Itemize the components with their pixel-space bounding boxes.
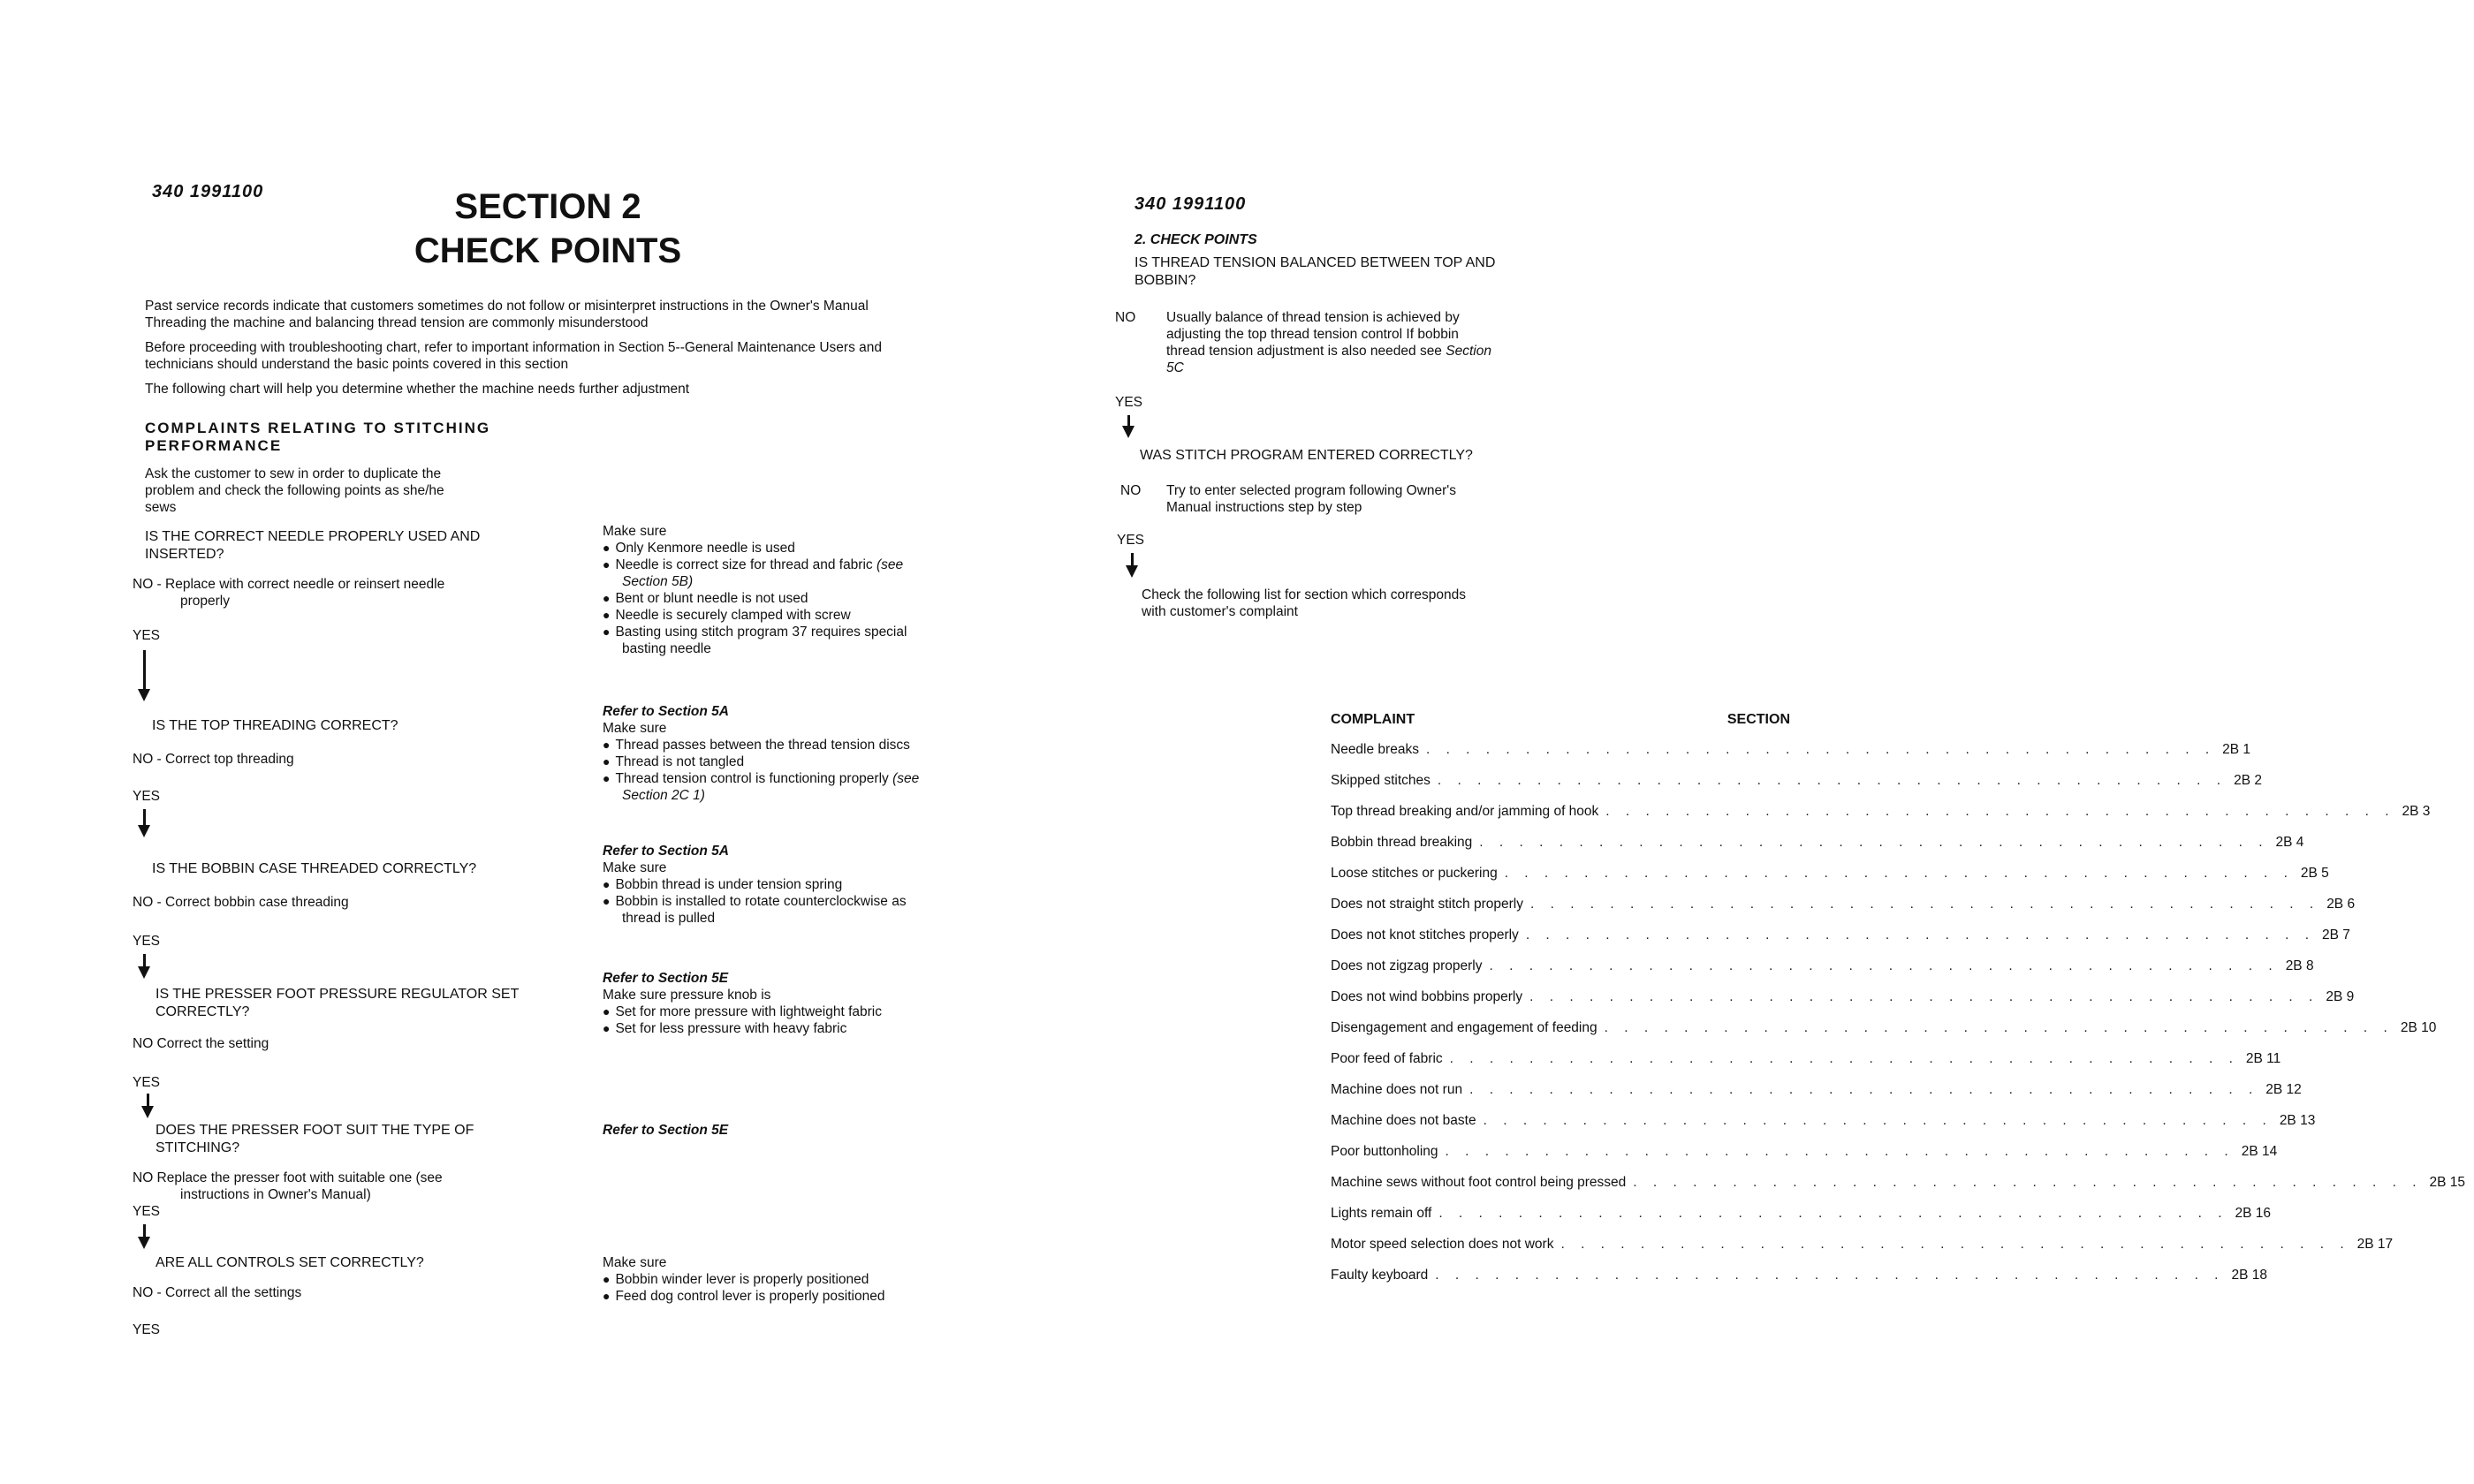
check-2-bullet-3: ● Thread tension control is functioning properly (see: [603, 770, 974, 787]
right-page-code: 340 1991100: [1135, 194, 1247, 214]
yes-label-3: YES: [133, 934, 161, 949]
check-6-no: NO - Correct all the settings: [133, 1285, 302, 1300]
check-3-details: [603, 843, 974, 927]
check-4-question-line-2: CORRECTLY?: [156, 1004, 250, 1019]
section-ref: 2B 15: [2429, 1175, 2466, 1190]
complaint-name: Lights remain off: [1331, 1206, 1432, 1221]
check-1-no: [133, 576, 444, 610]
check-2-ref: Refer to Section 5A: [603, 704, 729, 719]
leader-dots: . . . . . . . . . . . . . . . . . . . . . . . . . . . . . . . . . . . . . . . .: [1529, 989, 2319, 1004]
check-5-no: [133, 1170, 443, 1203]
complaint-row: [1331, 1268, 2268, 1298]
check-6-question: ARE ALL CONTROLS SET CORRECTLY?: [156, 1255, 424, 1270]
intro-para-3: The following chart will help you determine whether the machine needs further adjustment: [145, 382, 690, 397]
right-no-2-line-1: Try to enter selected program following Owner's: [1166, 483, 1457, 498]
section-ref: 2B 6: [2326, 897, 2356, 912]
complaint-row: [1331, 928, 2350, 958]
check-3-bullet-2-cont: thread is pulled: [622, 911, 716, 926]
section-title: SECTION 2: [454, 187, 641, 226]
section-ref: 2B 2: [2234, 773, 2262, 788]
complaint-row: [1331, 1051, 2281, 1082]
check-6-bullet-1: ● Bobbin winder lever is properly positioned: [603, 1271, 974, 1288]
check-3-make-sure: Make sure: [603, 860, 667, 875]
ask-text: [145, 466, 444, 516]
section-ref: 2B 17: [2356, 1237, 2394, 1252]
right-no-1-text: [1166, 309, 1520, 376]
right-check-text: [1142, 587, 1466, 620]
right-question-2: WAS STITCH PROGRAM ENTERED CORRECTLY?: [1140, 448, 1473, 463]
leader-dots: . . . . . . . . . . . . . . . . . . . . . . . . . . . . . . . . . . . . . . . .: [1437, 773, 2227, 788]
leader-dots: . . . . . . . . . . . . . . . . . . . . . . . . . . . . . . . . . . . . . . . .: [1469, 1082, 2259, 1097]
flow-arrowhead-3: [138, 966, 150, 979]
right-no-2-line-2: Manual instructions step by step: [1166, 500, 1362, 515]
check-2-make-sure: Make sure: [603, 721, 667, 736]
check-1-no-line-2: properly: [180, 594, 230, 609]
section-ref: 2B 3: [2402, 804, 2431, 819]
check-6-bullet-2: ● Feed dog control lever is properly positioned: [603, 1288, 974, 1305]
check-1-question-line-2: INSERTED?: [145, 547, 224, 562]
complaint-row: [1331, 835, 2304, 866]
complaint-row: [1331, 897, 2356, 928]
leader-dots: . . . . . . . . . . . . . . . . . . . . . . . . . . . . . . . . . . . . . . . .: [1438, 1206, 2228, 1221]
yes-label-4: YES: [133, 1075, 161, 1090]
complaint-name: Machine sews without foot control being pressed: [1331, 1175, 1627, 1190]
check-4-bullet-2: ● Set for less pressure with heavy fabric: [603, 1020, 974, 1037]
check-4-details: [603, 970, 974, 1037]
check-1-bullet-3: ● Bent or blunt needle is not used: [603, 590, 974, 607]
check-1-bullet-5: ● Basting using stitch program 37 requires special: [603, 624, 974, 640]
complaint-name: Disengagement and engagement of feeding: [1331, 1020, 1597, 1035]
check-3-bullet-2: ● Bobbin is installed to rotate counterclockwise as: [603, 893, 974, 910]
leader-dots: . . . . . . . . . . . . . . . . . . . . . . . . . . . . . . . . . . . . . . . .: [1504, 866, 2294, 881]
check-1-bullet-2: ● Needle is correct size for thread and fabric (see: [603, 556, 974, 573]
check-6-details: [603, 1254, 974, 1305]
complaint-row: [1331, 1175, 2466, 1206]
complaint-name: Loose stitches or puckering: [1331, 866, 1498, 881]
complaint-name: Does not wind bobbins properly: [1331, 989, 1523, 1004]
complaint-row: [1331, 804, 2431, 835]
check-4-no: NO Correct the setting: [133, 1036, 269, 1051]
check-1-bullet-5-cont: basting needle: [622, 641, 711, 656]
check-1-bullet-2-ref: Section 5B): [622, 574, 694, 589]
check-2-bullet-1: ● Thread passes between the thread tension discs: [603, 737, 974, 753]
right-no-1-line-3: thread tension adjustment is also needed see Section: [1166, 344, 1491, 359]
complaint-name: Does not knot stitches properly: [1331, 928, 1519, 943]
check-2-no: NO - Correct top threading: [133, 752, 294, 767]
complaint-name: Bobbin thread breaking: [1331, 835, 1473, 850]
right-question-1-line-1: IS THREAD TENSION BALANCED BETWEEN TOP AND: [1135, 255, 1496, 270]
check-5-question: [156, 1122, 474, 1157]
right-flow-arrowhead-1: [1122, 426, 1135, 438]
flow-arrowhead-2: [138, 825, 150, 837]
complaint-row: [1331, 958, 2314, 989]
section-ref: 2B 18: [2231, 1268, 2268, 1283]
right-no-2-label: NO: [1120, 483, 1142, 498]
check-2-details: [603, 703, 974, 804]
leader-dots: . . . . . . . . . . . . . . . . . . . . . . . . . . . . . . . . . . . . . . . .: [1525, 928, 2316, 943]
check-1-make-sure: Make sure: [603, 524, 667, 539]
flow-arrow-1: [143, 650, 146, 691]
section-ref: 2B 9: [2326, 989, 2355, 1004]
check-5-no-line-1: NO Replace the presser foot with suitable one (see: [133, 1170, 443, 1185]
leader-dots: . . . . . . . . . . . . . . . . . . . . . . . . . . . . . . . . . . . . . . . .: [1425, 742, 2216, 757]
section-col-header: SECTION: [1726, 712, 1790, 727]
complaint-name: Does not zigzag properly: [1331, 958, 1483, 973]
right-subsection-title: 2. CHECK POINTS: [1135, 232, 1257, 247]
right-question-1: [1135, 254, 1495, 290]
complaint-name: Skipped stitches: [1331, 773, 1431, 788]
complaint-name: Machine does not baste: [1331, 1113, 1476, 1128]
check-4-ref: Refer to Section 5E: [603, 971, 729, 986]
yes-label-1: YES: [133, 628, 161, 643]
leader-dots: . . . . . . . . . . . . . . . . . . . . . . . . . . . . . . . . . . . . . . . .: [1633, 1175, 2423, 1190]
section-ref: 2B 8: [2285, 958, 2314, 973]
right-check-line-1: Check the following list for section which corresponds: [1142, 587, 1467, 602]
section-ref: 2B 4: [2275, 835, 2304, 850]
section-ref: 2B 14: [2241, 1144, 2278, 1159]
check-3-question: IS THE BOBBIN CASE THREADED CORRECTLY?: [152, 861, 477, 876]
check-4-question: [156, 986, 519, 1021]
check-1-bullet-1: ● Only Kenmore needle is used: [603, 540, 974, 556]
check-3-ref: Refer to Section 5A: [603, 844, 729, 859]
leader-dots: . . . . . . . . . . . . . . . . . . . . . . . . . . . . . . . . . . . . . . . .: [1489, 958, 2279, 973]
complaint-name: Needle breaks: [1331, 742, 1419, 757]
section-subtitle: CHECK POINTS: [414, 231, 682, 270]
intro-para-2-line-2: technicians should understand the basic points covered in this section: [145, 357, 569, 372]
section-ref: 2B 5: [2300, 866, 2329, 881]
complaint-name: Poor feed of fabric: [1331, 1051, 1443, 1066]
section-ref: 2B 11: [2245, 1051, 2281, 1066]
complaint-row: [1331, 1144, 2278, 1175]
flow-arrow-2: [143, 809, 146, 827]
complaint-name: Machine does not run: [1331, 1082, 1463, 1097]
right-no-1-label: NO: [1115, 310, 1136, 325]
leader-dots: . . . . . . . . . . . . . . . . . . . . . . . . . . . . . . . . . . . . . . . .: [1445, 1144, 2235, 1159]
intro-block: [145, 298, 958, 398]
ask-line-2: problem and check the following points as she/he: [145, 483, 444, 498]
complaints-heading-line-1: COMPLAINTS RELATING TO STITCHING: [145, 420, 491, 436]
leader-dots: . . . . . . . . . . . . . . . . . . . . . . . . . . . . . . . . . . . . . . . .: [1479, 835, 2269, 850]
section-ref: 2B 10: [2400, 1020, 2437, 1035]
leader-dots: . . . . . . . . . . . . . . . . . . . . . . . . . . . . . . . . . . . . . . . .: [1483, 1113, 2273, 1128]
leader-dots: . . . . . . . . . . . . . . . . . . . . . . . . . . . . . . . . . . . . . . . .: [1449, 1051, 2239, 1066]
leader-dots: . . . . . . . . . . . . . . . . . . . . . . . . . . . . . . . . . . . . . . . .: [1604, 1020, 2394, 1035]
check-5-question-line-2: STITCHING?: [156, 1140, 240, 1155]
yes-label-5: YES: [133, 1204, 161, 1219]
complaint-row: [1331, 773, 2262, 804]
right-no-1-line-2: adjusting the top thread tension control If bobbin: [1166, 327, 1459, 342]
complaint-name: Does not straight stitch properly: [1331, 897, 1523, 912]
complaint-row: [1331, 1020, 2437, 1051]
complaint-row: [1331, 1113, 2316, 1144]
section-ref: 2B 13: [2279, 1113, 2316, 1128]
section-ref: 2B 1: [2222, 742, 2251, 757]
leader-dots: . . . . . . . . . . . . . . . . . . . . . . . . . . . . . . . . . . . . . . . .: [1560, 1237, 2350, 1252]
complaint-row: [1331, 866, 2329, 897]
section-ref: 2B 7: [2322, 928, 2350, 943]
yes-label-2: YES: [133, 789, 161, 804]
right-no-2-text: [1166, 482, 1520, 516]
complaint-table-header: [1331, 712, 1790, 742]
complaint-name: Top thread breaking and/or jamming of hook: [1331, 804, 1599, 819]
leader-dots: . . . . . . . . . . . . . . . . . . . . . . . . . . . . . . . . . . . . . . . .: [1605, 804, 2395, 819]
complaint-row: [1331, 1082, 2302, 1113]
complaint-row: [1331, 1206, 2272, 1237]
right-no-1-line-4: 5C: [1166, 360, 1184, 375]
complaint-col-header: COMPLAINT: [1331, 712, 1415, 727]
complaint-name: Faulty keyboard: [1331, 1268, 1429, 1283]
check-6-make-sure: Make sure: [603, 1255, 667, 1270]
left-page-code: 340 1991100: [152, 182, 264, 201]
ask-line-1: Ask the customer to sew in order to duplicate the: [145, 466, 442, 481]
check-1-bullet-4: ● Needle is securely clamped with screw: [603, 607, 974, 624]
intro-para-1-line-2: Threading the machine and balancing thread tension are commonly misunderstood: [145, 315, 649, 330]
check-1-details: [603, 523, 974, 657]
check-3-bullet-1: ● Bobbin thread is under tension spring: [603, 876, 974, 893]
complaint-name: Motor speed selection does not work: [1331, 1237, 1554, 1252]
right-yes-label-2: YES: [1117, 533, 1145, 548]
complaint-row: [1331, 742, 2251, 773]
check-5-ref: Refer to Section 5E: [603, 1123, 729, 1138]
check-1-question: [145, 528, 480, 564]
right-no-1-line-1: Usually balance of thread tension is achieved by: [1166, 310, 1460, 325]
check-4-bullet-1: ● Set for more pressure with lightweight fabric: [603, 1003, 974, 1020]
leader-dots: . . . . . . . . . . . . . . . . . . . . . . . . . . . . . . . . . . . . . . . .: [1435, 1268, 2225, 1283]
flow-arrowhead-4: [141, 1106, 154, 1118]
check-2-bullet-2: ● Thread is not tangled: [603, 753, 974, 770]
right-question-1-line-2: BOBBIN?: [1135, 273, 1196, 288]
check-2-bullet-3-ref: Section 2C 1): [622, 788, 705, 803]
ask-line-3: sews: [145, 500, 177, 515]
section-ref: 2B 16: [2235, 1206, 2272, 1221]
intro-para-2-line-1: Before proceeding with troubleshooting chart, refer to important information in Section 5--General Maintenance Users and: [145, 340, 883, 355]
complaint-rows: [1331, 742, 2466, 1298]
check-4-question-line-1: IS THE PRESSER FOOT PRESSURE REGULATOR SET: [156, 987, 520, 1002]
check-3-no: NO - Correct bobbin case threading: [133, 895, 349, 910]
right-flow-arrowhead-2: [1126, 565, 1138, 578]
check-2-question: IS THE TOP THREADING CORRECT?: [152, 718, 398, 733]
check-1-question-line-1: IS THE CORRECT NEEDLE PROPERLY USED AND: [145, 529, 481, 544]
check-4-make-sure: Make sure pressure knob is: [603, 988, 771, 1003]
check-5-no-line-2: instructions in Owner's Manual): [180, 1187, 371, 1202]
flow-arrowhead-1: [138, 689, 150, 701]
complaints-heading-line-2: PERFORMANCE: [145, 437, 283, 454]
right-yes-label-1: YES: [1115, 395, 1143, 410]
complaint-name: Poor buttonholing: [1331, 1144, 1438, 1159]
complaint-row: [1331, 1237, 2394, 1268]
section-ref: 2B 12: [2265, 1082, 2302, 1097]
yes-label-6: YES: [133, 1322, 161, 1337]
complaints-heading: [145, 420, 490, 455]
check-1-no-line-1: NO - Replace with correct needle or reinsert needle: [133, 577, 445, 592]
complaint-table: [1331, 712, 2466, 1298]
leader-dots: . . . . . . . . . . . . . . . . . . . . . . . . . . . . . . . . . . . . . . . .: [1529, 897, 2320, 912]
right-check-line-2: with customer's complaint: [1142, 604, 1298, 619]
check-5-question-line-1: DOES THE PRESSER FOOT SUIT THE TYPE OF: [156, 1123, 474, 1138]
intro-para-1-line-1: Past service records indicate that customers sometimes do not follow or misinterpret instructions in the Owner's Manual: [145, 299, 869, 314]
flow-arrowhead-5: [138, 1237, 150, 1249]
complaint-row: [1331, 989, 2355, 1020]
